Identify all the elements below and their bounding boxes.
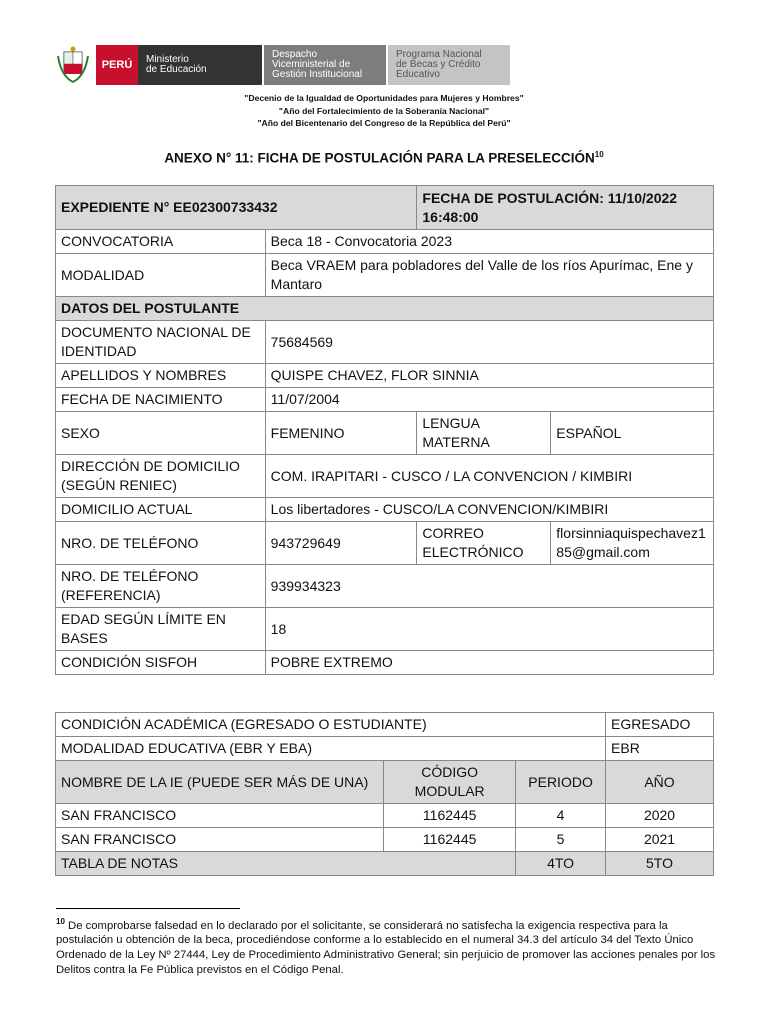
academic-table: [55, 712, 714, 876]
header-periodo: PERIODO: [516, 761, 606, 804]
modalidad-value: Beca VRAEM para pobladores del Valle de los ríos Apurímac, Ene y Mantaro: [265, 254, 713, 297]
footnote-divider: [56, 908, 240, 909]
ie-name: SAN FRANCISCO: [56, 828, 384, 852]
dni-value: 75684569: [265, 321, 713, 364]
edad-value: 18: [265, 608, 713, 651]
correo-label: CORREO ELECTRÓNICO: [417, 522, 551, 565]
year-mottos: [0, 92, 768, 130]
motto-line: "Decenio de la Igualdad de Oportunidades para Mujeres y Hombres": [244, 93, 524, 103]
coat-of-arms-icon: [56, 46, 90, 84]
telefono-value: 943729649: [265, 522, 417, 565]
convocatoria-label: CONVOCATORIA: [56, 230, 266, 254]
convocatoria-value: Beca 18 - Convocatoria 2023: [265, 230, 713, 254]
institution-header: [56, 44, 510, 86]
ie-codigo: 1162445: [384, 804, 516, 828]
application-date: FECHA DE POSTULACIÓN: 11/10/2022 16:48:00: [417, 186, 714, 230]
notas-4to: 4TO: [516, 852, 606, 876]
dni-label: DOCUMENTO NACIONAL DE IDENTIDAD: [56, 321, 266, 364]
modalidad-educativa-label: MODALIDAD EDUCATIVA (EBR Y EBA): [56, 737, 606, 761]
domicilio-value: Los libertadores - CUSCO/LA CONVENCION/KIMBIRI: [265, 498, 713, 522]
nacimiento-value: 11/07/2004: [265, 388, 713, 412]
telref-value: 939934323: [265, 565, 713, 608]
sisfoh-label: CONDICIÓN SISFOH: [56, 651, 266, 675]
ie-codigo: 1162445: [384, 828, 516, 852]
document-title: [0, 150, 768, 166]
direccion-label: DIRECCIÓN DE DOMICILIO (SEGÚN RENIEC): [56, 455, 266, 498]
notas-5to: 5TO: [606, 852, 714, 876]
motto-line: "Año del Fortalecimiento de la Soberanía Nacional": [278, 105, 490, 116]
ie-anio: 2021: [606, 828, 714, 852]
sexo-value: FEMENINO: [265, 412, 417, 455]
condicion-value: EGRESADO: [606, 713, 714, 737]
modalidad-educativa-value: EBR: [606, 737, 714, 761]
nombres-value: QUISPE CHAVEZ, FLOR SINNIA: [265, 364, 713, 388]
sisfoh-value: POBRE EXTREMO: [265, 651, 713, 675]
telref-label: NRO. DE TELÉFONO (REFERENCIA): [56, 565, 266, 608]
modalidad-label: MODALIDAD: [56, 254, 266, 297]
header-anio: AÑO: [606, 761, 714, 804]
application-form-table: [55, 185, 714, 675]
footnote-number: 10: [56, 917, 65, 926]
programa-label: Programa Nacional de Becas y Crédito Educativo: [388, 45, 510, 85]
tabla-notas-label: TABLA DE NOTAS: [56, 852, 516, 876]
expediente-number: EXPEDIENTE N° EE02300733432: [56, 186, 417, 230]
section-postulante: DATOS DEL POSTULANTE: [56, 297, 714, 321]
direccion-value: COM. IRAPITARI - CUSCO / LA CONVENCION / KIMBIRI: [265, 455, 713, 498]
header-codigo: CÓDIGO MODULAR: [384, 761, 516, 804]
ie-periodo: 5: [516, 828, 606, 852]
ministry-label: [138, 45, 262, 85]
edad-label: EDAD SEGÚN LÍMITE EN BASES: [56, 608, 266, 651]
despacho-label: Despacho Viceministerial de Gestión Institucional: [264, 45, 386, 85]
domicilio-label: DOMICILIO ACTUAL: [56, 498, 266, 522]
title-footnote-ref: 10: [594, 150, 604, 159]
header-ie: NOMBRE DE LA IE (PUEDE SER MÁS DE UNA): [56, 761, 384, 804]
ie-anio: 2020: [606, 804, 714, 828]
footnote: [56, 915, 716, 977]
nombres-label: APELLIDOS Y NOMBRES: [56, 364, 266, 388]
ie-periodo: 4: [516, 804, 606, 828]
sexo-label: SEXO: [56, 412, 266, 455]
telefono-label: NRO. DE TELÉFONO: [56, 522, 266, 565]
footnote-text: De comprobarse falsedad en lo declarado por el solicitante, se considerará no satisfecha la exigencia respectiva para la postulación u obtención de la beca, procediéndose conforme a lo establecido en el numeral 34.3 del artículo 34 del Texto Único Ordenado de la Ley Nº 27444, Ley de Procedimiento Administrativo General; sin perjuicio de promover las acciones penales por los Delitos contra la Fe Pública previstos en el Código Penal.: [56, 919, 716, 976]
title-text: ANEXO N° 11: FICHA DE POSTULACIÓN PARA LA PRESELECCIÓN: [164, 150, 595, 166]
peru-label: PERÚ: [96, 45, 138, 85]
correo-value: florsinniaquispechavez185@gmail.com: [551, 522, 714, 565]
ie-name: SAN FRANCISCO: [56, 804, 384, 828]
motto-line: "Año del Bicentenario del Congreso de la República del Perú": [257, 118, 511, 128]
table-row: [56, 804, 714, 828]
lengua-value: ESPAÑOL: [551, 412, 714, 455]
table-row: [56, 828, 714, 852]
nacimiento-label: FECHA DE NACIMIENTO: [56, 388, 266, 412]
condicion-label: CONDICIÓN ACADÉMICA (EGRESADO O ESTUDIANTE): [56, 713, 606, 737]
lengua-label: LENGUA MATERNA: [417, 412, 551, 455]
ministry-text: Ministerio de Educación: [146, 54, 207, 75]
